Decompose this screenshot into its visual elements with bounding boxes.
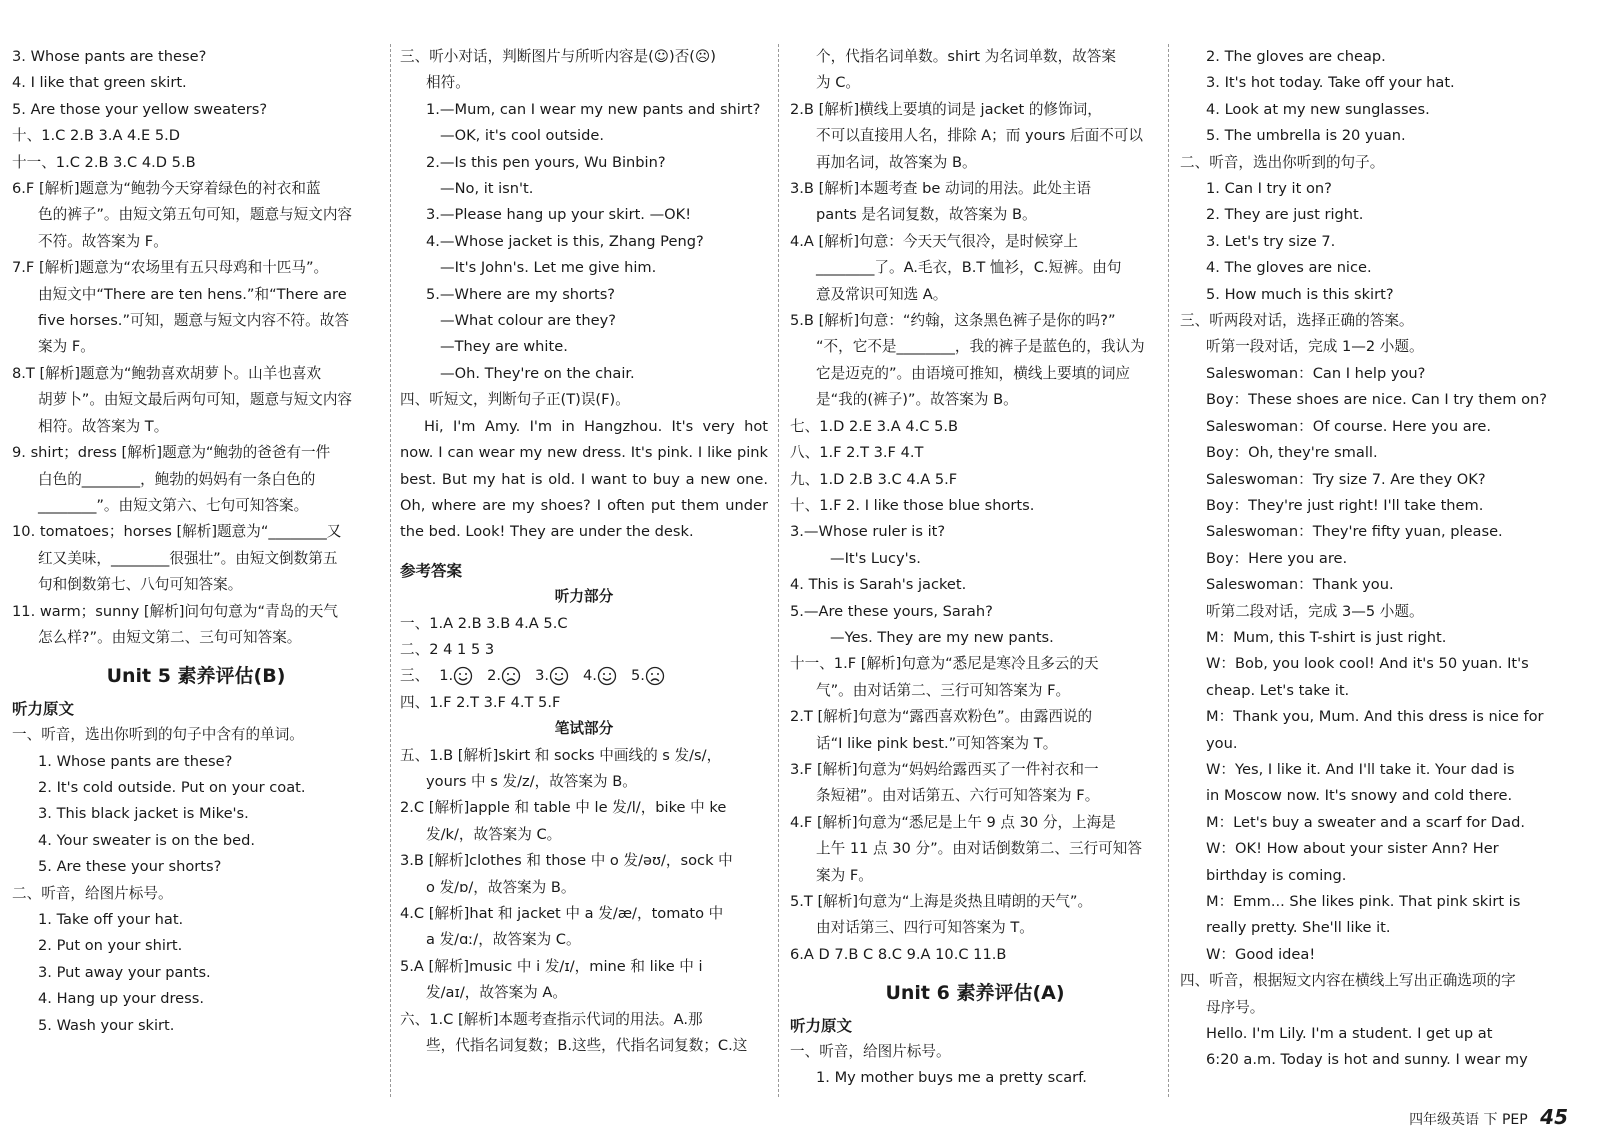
text-line: 5.—Are these yours, Sarah? <box>790 602 993 620</box>
text-line: 二、听音，给图片标号。 <box>12 884 173 902</box>
text-line: Boy：These shoes are nice. Can I try them on? <box>1206 391 1548 409</box>
text-line: 3. This black jacket is Mike's. <box>38 805 249 823</box>
sad-face-icon <box>501 666 521 686</box>
column-divider <box>390 44 391 1097</box>
text-line: 4. Your sweater is on the bed. <box>38 831 256 849</box>
listening-answers <box>400 611 768 664</box>
text-line: 由对话第三、四行可知答案为 T。 <box>816 919 1034 937</box>
text-line: 2.T [解析]句意为“露西喜欢粉色”。由露西说的 <box>790 708 1093 726</box>
text-line: 意及常识可知选 A。 <box>816 285 948 303</box>
passage: Hi, I'm Amy. I'm in Hangzhou. It's very hot now. I can wear my new dress. It's pink. I like pink best. But my hat is old. I want to buy a new one. Oh, where are my shoes? I often put them under the bed. Look! They are under the desk. <box>400 417 768 541</box>
face-answers <box>400 663 768 689</box>
text-line: 不可以直接用人名，排除 A；而 yours 后面不可以 <box>816 127 1144 145</box>
text-line: —Yes. They are my new pants. <box>830 628 1054 646</box>
face-answer <box>535 663 569 689</box>
column-3 <box>790 44 1160 1092</box>
text-line: 5.—Where are my shorts? <box>426 285 616 303</box>
text-line: 一、1.A 2.B 3.B 4.A 5.C <box>400 614 568 632</box>
text-line: 相符。 <box>426 74 470 92</box>
text-line: 1. Take off your hat. <box>38 911 184 928</box>
text-line: 1. My mother buys me a pretty scarf. <box>816 1069 1087 1087</box>
text-line: 6.F [解析]题意为“鲍勃今天穿着绿色的衬衣和蓝 <box>12 180 321 198</box>
answers-block <box>12 44 380 651</box>
text-line: Saleswoman：They're fifty yuan, please. <box>1206 523 1503 541</box>
text-line: 母序号。 <box>1206 998 1265 1016</box>
text-line: cheap. Let's take it. <box>1206 681 1350 699</box>
text-line: M：Let's buy a sweater and a scarf for Dad. <box>1206 813 1525 831</box>
text-line: M：Mum, this T-shirt is just right. <box>1206 628 1447 646</box>
column-1 <box>12 44 380 1039</box>
faces-prefix: 三、 <box>400 667 430 685</box>
text-line: five horses.”可知，题意与短文内容不符。故答 <box>38 312 349 330</box>
written-part-heading: 笔试部分 <box>554 720 614 738</box>
written-answers <box>400 743 768 1060</box>
text-line: 胡萝卜”。由短文最后两句可知，题意与短文内容 <box>38 391 353 409</box>
listening-script <box>790 1039 1160 1092</box>
text-line: ________”。由短文第六、七句可知答案。 <box>38 496 309 514</box>
text-line: a 发/ɑː/，故答案为 C。 <box>426 931 581 949</box>
text-line: 11. warm；sunny [解析]问句句意为“青岛的天气 <box>12 602 338 620</box>
page-number: 45 <box>1540 1105 1568 1129</box>
text-line: 3. Whose pants are these? <box>12 48 207 65</box>
text-line: 由短文中“There are ten hens.”和“There are <box>38 285 347 303</box>
text-line: Boy：Oh, they're small. <box>1206 444 1378 462</box>
text-line: 5. How much is this skirt? <box>1206 285 1394 303</box>
text-line: 二、听音，选出你听到的句子。 <box>1180 153 1385 171</box>
text-line: Saleswoman：Can I help you? <box>1206 364 1426 382</box>
text-line: really pretty. She'll like it. <box>1206 919 1391 937</box>
text-line: 发/aɪ/，故答案为 A。 <box>426 984 567 1002</box>
text-line: 些，代指名词复数；B.这些，代指名词复数；C.这 <box>426 1037 748 1055</box>
text-line: 红又美味，________很强壮”。由短文倒数第五 <box>38 549 338 567</box>
text-line: pants 是名词复数，故答案为 B。 <box>816 206 1037 224</box>
face-answer <box>487 663 521 689</box>
text-line: 上午 11 点 30 分”。由对话倒数第二、三行可知答 <box>816 840 1142 858</box>
text-line: 十一、1.C 2.B 3.C 4.D 5.B <box>12 153 196 171</box>
text-line: 1. Can I try it on? <box>1206 180 1332 198</box>
text-line: —What colour are they? <box>440 312 616 330</box>
text-line: —It's John's. Let me give him. <box>440 259 657 277</box>
text-line: 三、听两段对话，选择正确的答案。 <box>1180 312 1414 330</box>
text-line: 2.—Is this pen yours, Wu Binbin? <box>426 153 666 171</box>
text-line: 个，代指名词单数。shirt 为名词单数，故答案 <box>816 48 1116 65</box>
text-line: 5.B [解析]句意：“约翰，这条黑色裤子是你的吗?” <box>790 312 1116 330</box>
page-footer <box>1409 1105 1568 1129</box>
text-line: W：OK! How about your sister Ann? Her <box>1206 840 1499 858</box>
answers-block <box>790 44 1160 968</box>
text-line: 4. The gloves are nice. <box>1206 259 1372 277</box>
column-4 <box>1180 44 1550 1074</box>
text-line: 色的裤子”。由短文第五句可知，题意与短文内容 <box>38 206 353 224</box>
text-line: 六、1.C [解析]本题考查指示代词的用法。A.那 <box>400 1010 703 1028</box>
face-number: 2. <box>487 667 502 685</box>
text-line: 四、听音，根据短文内容在横线上写出正确选项的字 <box>1180 972 1516 990</box>
text-line: 4. This is Sarah's jacket. <box>790 576 967 594</box>
text-line: 4. Look at my new sunglasses. <box>1206 100 1430 118</box>
face-answer <box>631 663 665 689</box>
text-line: 十一、1.F [解析]句意为“悉尼是寒冷且多云的天 <box>790 655 1099 673</box>
face-number: 5. <box>630 667 645 685</box>
text-line: 4.—Whose jacket is this, Zhang Peng? <box>426 232 704 250</box>
text-line: 9. shirt；dress [解析]题意为“鲍勃的爸爸有一件 <box>12 444 331 462</box>
text-line: W：Yes, I like it. And I'll take it. Your dad is <box>1206 760 1515 778</box>
unit-title: Unit 6 素养评估(A) <box>885 982 1065 1005</box>
text-line: Boy：They're just right! I'll take them. <box>1206 496 1484 514</box>
text-line: 条短裙”。由对话第五、六行可知答案为 F。 <box>816 787 1100 805</box>
text-line: 3. Let's try size 7. <box>1206 232 1336 250</box>
text-line: W：Bob, you look cool! And it's 50 yuan. It's <box>1206 655 1529 673</box>
text-line: 4.F [解析]句意为“悉尼是上午 9 点 30 分，上海是 <box>790 813 1116 831</box>
column-divider <box>1168 44 1169 1097</box>
text-line: Saleswoman：Of course. Here you are. <box>1206 417 1491 435</box>
text-line: 二、2 4 1 5 3 <box>400 640 495 658</box>
text-line: in Moscow now. It's snowy and cold there. <box>1206 787 1513 805</box>
text-line: “不，它不是________，我的裤子是蓝色的，我认为 <box>816 338 1145 356</box>
text-line: 3. Put away your pants. <box>38 963 211 981</box>
text-line: 听第二段对话，完成 3—5 小题。 <box>1206 602 1424 620</box>
text-line: 6.A D 7.B C 8.C 9.A 10.C 11.B <box>790 945 1007 963</box>
section-heading: 听力原文 <box>12 699 75 718</box>
text-line: you. <box>1206 734 1238 752</box>
text-line: 10. tomatoes；horses [解析]题意为“________又 <box>12 523 342 541</box>
text-line: 5. Wash your skirt. <box>38 1016 175 1034</box>
text-line: 案为 F。 <box>816 866 873 884</box>
text-line: 5. Are these your shorts? <box>38 858 222 876</box>
text-line: 一、听音，选出你听到的句子中含有的单词。 <box>12 726 304 744</box>
text-line: —Oh. They're on the chair. <box>440 364 635 382</box>
text-line: —It's Lucy's. <box>830 549 921 567</box>
text-line: birthday is coming. <box>1206 866 1347 884</box>
listening-script <box>1180 44 1550 1074</box>
text-line: 2.C [解析]apple 和 table 中 le 发/l/，bike 中 ke <box>400 799 727 817</box>
text-line: 2. It's cold outside. Put on your coat. <box>38 778 306 796</box>
answers-heading: 参考答案 <box>400 561 463 580</box>
smiley-face-icon <box>597 666 617 686</box>
text-line: 3.—Whose ruler is it? <box>790 523 946 541</box>
text-line: 3.F [解析]句意为“妈妈给露西买了一件衬衣和一 <box>790 760 1099 778</box>
text-line: Boy：Here you are. <box>1206 549 1348 567</box>
text-line: Saleswoman：Thank you. <box>1206 576 1394 594</box>
text-line: 4. I like that green skirt. <box>12 74 187 92</box>
text-line: 七、1.D 2.E 3.A 4.C 5.B <box>790 417 959 435</box>
face-number: 3. <box>535 667 550 685</box>
text-line: Hello. I'm Lily. I'm a student. I get up at <box>1206 1025 1493 1043</box>
text-line: 白色的________，鲍勃的妈妈有一条白色的 <box>38 470 316 488</box>
text-line: —They are white. <box>440 338 568 356</box>
text-line: 4.C [解析]hat 和 jacket 中 a 发/æ/，tomato 中 <box>400 905 724 922</box>
text-line: 5.T [解析]句意为“上海是炎热且晴朗的天气”。 <box>790 893 1093 910</box>
listening-script <box>400 44 768 414</box>
text-line: 八、1.F 2.T 3.F 4.T <box>790 444 924 462</box>
listening-script <box>12 722 380 1039</box>
text-line: 案为 F。 <box>38 338 95 356</box>
text-line: 四、听短文，判断句子正(T)误(F)。 <box>400 391 630 409</box>
text-line: Saleswoman：Try size 7. Are they OK? <box>1206 470 1486 488</box>
column-2 <box>400 44 768 1059</box>
text-line: 不符。故答案为 F。 <box>38 232 168 250</box>
text-line: M：Emm... She likes pink. That pink skirt is <box>1206 893 1521 910</box>
text-line: 8.T [解析]题意为“鲍勃喜欢胡萝卜。山羊也喜欢 <box>12 364 322 382</box>
text-line: 7.F [解析]题意为“农场里有五只母鸡和十匹马”。 <box>12 259 329 277</box>
text-line: 2. They are just right. <box>1206 206 1364 224</box>
text-line: 2.B [解析]横线上要填的词是 jacket 的修饰词， <box>790 100 1102 118</box>
text-line: ________了。A.毛衣，B.T 恤衫，C.短裤。由句 <box>816 259 1122 277</box>
text-line: —No, it isn't. <box>440 180 534 198</box>
unit-title: Unit 5 素养评估(B) <box>106 665 286 688</box>
text-line: 它是迈克的”。由语境可推知，横线上要填的词应 <box>816 364 1131 382</box>
text-line: 3.—Please hang up your skirt. —OK! <box>426 206 692 224</box>
text-line: 怎么样?”。由短文第二、三句可知答案。 <box>38 628 302 646</box>
text-line: 2. Put on your shirt. <box>38 937 183 955</box>
text-line: W：Good idea! <box>1206 945 1316 963</box>
smiley-face-icon <box>453 666 473 686</box>
text-line: —OK, it's cool outside. <box>440 127 604 145</box>
text-line: 5. Are those your yellow sweaters? <box>12 100 268 118</box>
text-line: 4.A [解析]句意：今天天气很冷，是时候穿上 <box>790 232 1079 250</box>
face-answer <box>583 663 617 689</box>
text-line: 五、1.B [解析]skirt 和 socks 中画线的 s 发/s/， <box>400 746 722 764</box>
column-divider <box>778 44 779 1097</box>
text-line: 三、听小对话，判断图片与所听内容是(☺)否(☹) <box>400 48 716 65</box>
text-line: 相符。故答案为 T。 <box>38 417 169 435</box>
text-line: 1. Whose pants are these? <box>38 752 233 770</box>
text-line: 话“I like pink best.”可知答案为 T。 <box>816 734 1058 752</box>
text-line: 九、1.D 2.B 3.C 4.A 5.F <box>790 470 958 488</box>
face-answer <box>439 663 473 689</box>
text-line: 1.—Mum, can I wear my new pants and shirt? <box>426 100 761 118</box>
footer-label: 四年级英语 下 PEP <box>1409 1112 1528 1128</box>
section-heading: 听力原文 <box>790 1016 853 1035</box>
text-line: 气”。由对话第二、三行可知答案为 F。 <box>816 681 1071 699</box>
text-line: 十、1.F 2. I like those blue shorts. <box>790 496 1035 514</box>
text-line: 句和倒数第七、八句可知答案。 <box>38 576 243 594</box>
face-number: 4. <box>583 667 597 685</box>
text-line: 5.A [解析]music 中 i 发/ɪ/，mine 和 like 中 i <box>400 957 703 975</box>
sad-face-icon <box>645 666 665 686</box>
text-line: 3.B [解析]本题考查 be 动词的用法。此处主语 <box>790 180 1091 198</box>
text-line: 5. The umbrella is 20 yuan. <box>1206 127 1406 145</box>
text-line: 3.B [解析]clothes 和 those 中 o 发/əʊ/，sock 中 <box>400 852 733 870</box>
text-line: 再加名词，故答案为 B。 <box>816 153 977 171</box>
listening-part-heading: 听力部分 <box>554 588 614 606</box>
text-line: 发/k/，故答案为 C。 <box>426 825 562 843</box>
text-line: 6:20 a.m. Today is hot and sunny. I wear my <box>1206 1051 1528 1069</box>
text-line: 听第一段对话，完成 1—2 小题。 <box>1206 338 1424 356</box>
text-line: yours 中 s 发/z/，故答案为 B。 <box>426 772 637 790</box>
text-line: M：Thank you, Mum. And this dress is nice for <box>1206 708 1544 726</box>
face-number: 1. <box>439 667 454 685</box>
text-line: 为 C。 <box>816 74 861 92</box>
answer-line: 四、1.F 2.T 3.F 4.T 5.F <box>400 693 561 711</box>
text-line: 是“我的(裤子)”。故答案为 B。 <box>816 391 1018 409</box>
text-line: 十、1.C 2.B 3.A 4.E 5.D <box>12 127 181 145</box>
text-line: o 发/ɒ/，故答案为 B。 <box>426 878 576 896</box>
smiley-face-icon <box>549 666 569 686</box>
text-line: 2. The gloves are cheap. <box>1206 48 1386 65</box>
text-line: 一、听音，给图片标号。 <box>790 1043 951 1061</box>
text-line: 3. It's hot today. Take off your hat. <box>1206 74 1455 92</box>
text-line: 4. Hang up your dress. <box>38 990 205 1008</box>
